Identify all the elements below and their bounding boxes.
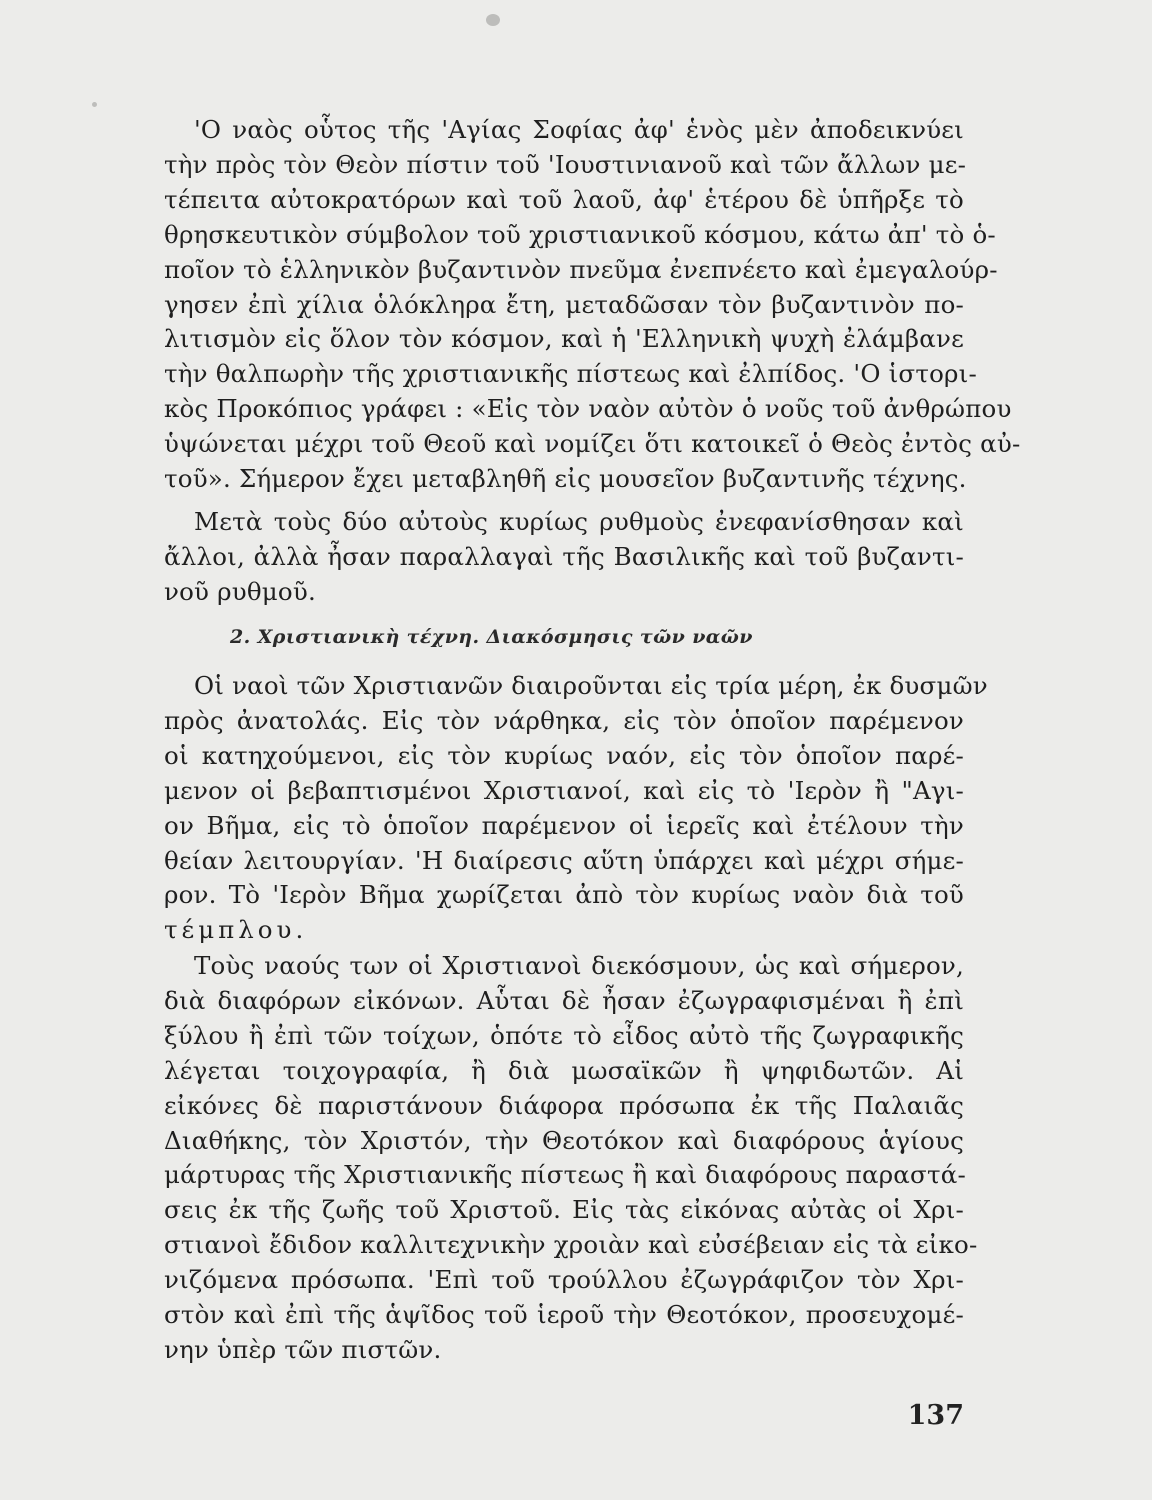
text-line: Οἱ ναοὶ τῶν Χριστιανῶν διαιροῦνται εἰς τρία μέρη, ἐκ δυσμῶν <box>194 671 988 700</box>
text-line: 'Ο ναὸς οὗτος τῆς 'Αγίας Σοφίας ἀφ' ἑνὸς μὲν ἀποδεικνύει <box>194 115 964 144</box>
text-line: λιτισμὸν εἰς ὅλον τὸν κόσμον, καὶ ἡ 'Ελληνικὴ ψυχὴ ἐλάμβανε <box>164 324 964 354</box>
text-line: εἰκόνες δὲ παριστάνουν διάφορα πρόσωπα ἐκ τῆς Παλαιᾶς <box>164 1090 964 1120</box>
text-line: νιζόμενα πρόσωπα. 'Επὶ τοῦ τρούλλου ἐζωγράφιζον τὸν Χρι- <box>164 1265 964 1295</box>
text-line: θρησκευτικὸν σύμβολον τοῦ χριστιανικοῦ κόσμου, κάτω ἀπ' τὸ ὁ- <box>164 219 996 249</box>
text-line: ὑψώνεται μέχρι τοῦ Θεοῦ καὶ νομίζει ὅτι κατοικεῖ ὁ Θεὸς ἐντὸς αὐ- <box>164 429 1021 459</box>
text-line: τέμπλου. <box>164 915 308 945</box>
text-line: στιανοὶ ἔδιδον καλλιτεχνικὴν χροιὰν καὶ εὐσέβειαν εἰς τὰ εἰκο- <box>164 1230 978 1260</box>
text-line: οἱ κατηχούμενοι, εἰς τὸν κυρίως ναόν, εἰς τὸν ὁποῖον παρέ- <box>164 740 964 770</box>
page-speck <box>486 14 500 26</box>
text-line: τοῦ». Σήμερον ἔχει μεταβληθῆ εἰς μουσεῖον βυζαντινῆς τέχνης. <box>164 464 967 494</box>
paragraph-other-styles <box>164 505 964 610</box>
text-line: τὴν θαλπωρὴν τῆς χριστιανικῆς πίστεως καὶ ἐλπίδος. 'Ο ἱστορι- <box>164 359 977 389</box>
text-line: διὰ διαφόρων εἰκόνων. Αὗται δὲ ἦσαν ἐζωγραφισμέναι ἢ ἐπὶ <box>164 985 964 1015</box>
text-line: ον Βῆμα, εἰς τὸ ὁποῖον παρέμενον οἱ ἱερεῖς καὶ ἐτέλουν τὴν <box>164 810 964 840</box>
text-line: τέπειτα αὐτοκρατόρων καὶ τοῦ λαοῦ, ἀφ' ἑτέρου δὲ ὑπῆρξε τὸ <box>164 184 964 214</box>
page-speck <box>92 102 97 107</box>
text-line: λέγεται τοιχογραφία, ἢ διὰ μωσαϊκῶν ἢ ψηφιδωτῶν. Αἱ <box>164 1055 964 1085</box>
paragraph-church-decoration <box>164 949 978 1368</box>
text-line: ξύλου ἢ ἐπὶ τῶν τοίχων, ὁπότε τὸ εἶδος αὐτὸ τῆς ζωγραφικῆς <box>164 1020 964 1050</box>
text-line: σεις ἐκ τῆς ζωῆς τοῦ Χριστοῦ. Εἰς τὰς εἰκόνας αὐτὰς οἱ Χρι- <box>164 1195 964 1225</box>
text-line: κὸς Προκόπιος γράφει : «Εἰς τὸν ναὸν αὐτὸν ὁ νοῦς τοῦ ἀνθρώπου <box>164 394 1012 424</box>
text-line: Μετὰ τοὺς δύο αὐτοὺς κυρίως ρυθμοὺς ἐνεφανίσθησαν καὶ <box>194 507 964 536</box>
text-line: τὴν πρὸς τὸν Θεὸν πίστιν τοῦ 'Ιουστινιανοῦ καὶ τῶν ἄλλων με- <box>164 149 967 179</box>
text-line: ποῖον τὸ ἑλληνικὸν βυζαντινὸν πνεῦμα ἐνεπνέετο καὶ ἐμεγαλούρ- <box>164 254 998 284</box>
paragraph-hagia-sophia <box>164 113 1021 497</box>
text-line: ἄλλοι, ἀλλὰ ἦσαν παραλλαγαὶ τῆς Βασιλικῆς καὶ τοῦ βυζαντι- <box>164 541 964 571</box>
text-line: πρὸς ἀνατολάς. Εἰς τὸν νάρθηκα, εἰς τὸν ὁποῖον παρέμενον <box>164 705 964 735</box>
text-line: μενον οἱ βεβαπτισμένοι Χριστιανοί, καὶ εἰς τὸ 'Ιερὸν ἢ "Αγι- <box>164 775 964 805</box>
text-line: γησεν ἐπὶ χίλια ὁλόκληρα ἔτη, μεταδῶσαν τὸν βυζαντινὸν πο- <box>164 289 964 319</box>
page-number: 137 <box>907 1400 964 1431</box>
text-line: νοῦ ρυθμοῦ. <box>164 576 316 606</box>
text-line: Τοὺς ναούς των οἱ Χριστιανοὶ διεκόσμουν, ὡς καὶ σήμερον, <box>194 951 964 980</box>
paragraph-church-divisions <box>164 669 988 948</box>
text-line: στὸν καὶ ἐπὶ τῆς ἁψῖδος τοῦ ἱεροῦ τὴν Θεοτόκον, προσευχομέ- <box>164 1300 964 1330</box>
text-line: ρον. Τὸ 'Ιερὸν Βῆμα χωρίζεται ἀπὸ τὸν κυρίως ναὸν διὰ τοῦ <box>164 880 964 910</box>
text-line: μάρτυρας τῆς Χριστιανικῆς πίστεως ἢ καὶ διαφόρους παραστά- <box>164 1160 966 1190</box>
text-line: νην ὑπὲρ τῶν πιστῶν. <box>164 1334 442 1364</box>
text-line: θείαν λειτουργίαν. 'Η διαίρεσις αὕτη ὑπάρχει καὶ μέχρι σήμε- <box>164 845 964 875</box>
section-heading: 2. Χριστιανικὴ τέχνη. Διακόσμησις τῶν ναῶν <box>230 626 753 648</box>
text-line: Διαθήκης, τὸν Χριστόν, τὴν Θεοτόκον καὶ διαφόρους ἁγίους <box>164 1125 964 1155</box>
